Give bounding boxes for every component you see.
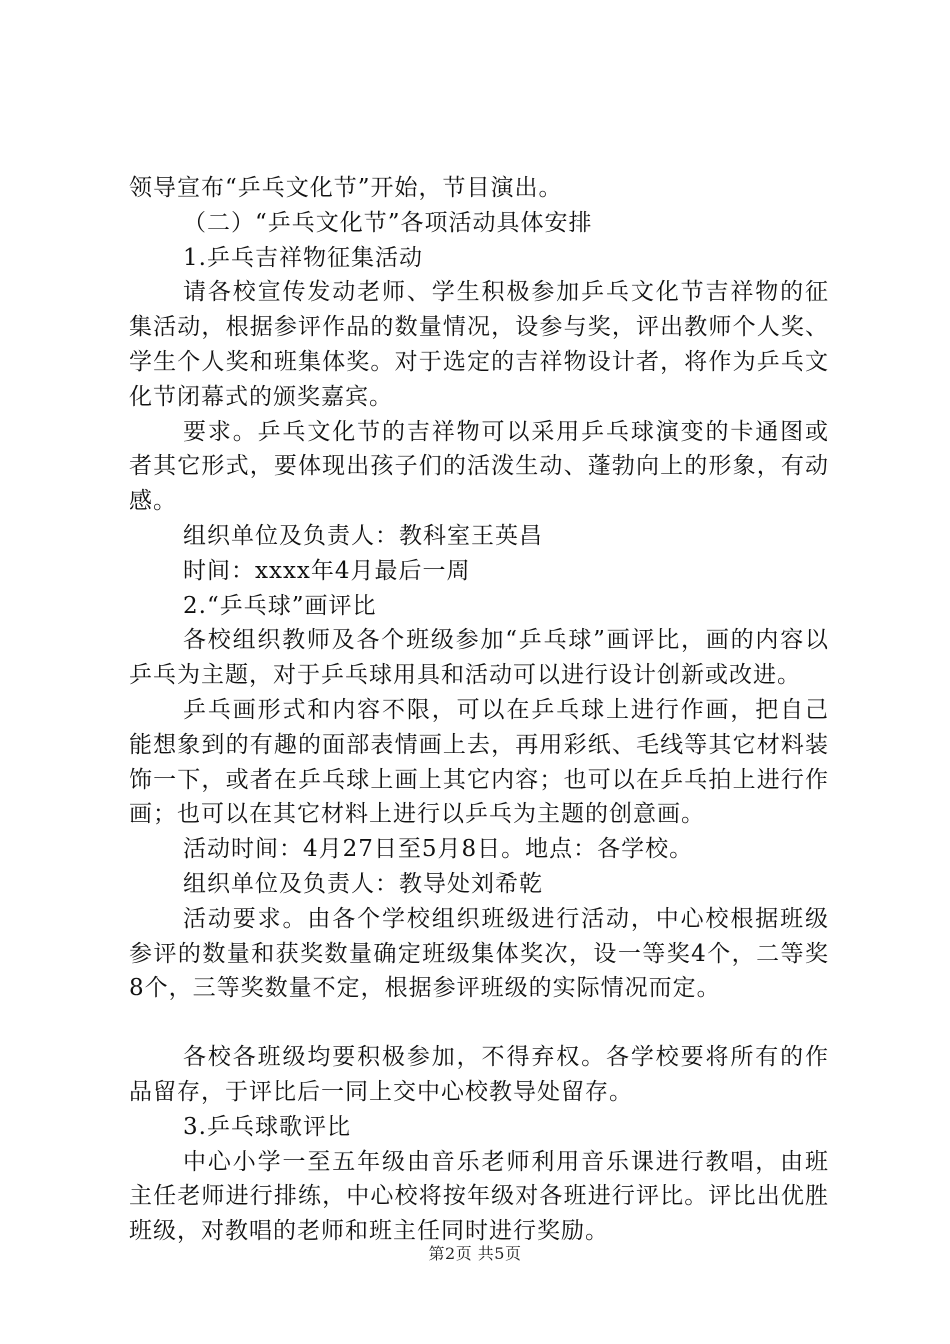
- subsection-heading: 3.乒乓球歌评比: [183, 1113, 351, 1140]
- paragraph: 乒乓画形式和内容不限，可以在乒乓球上进行作画，把自己能想象到的有趣的面部表情画上去，再用彩纸、毛线等其它材料装饰一下，或者在乒乓球上画上其它内容；也可以在乒乓拍上进行作画；也可以在其它材料上进行以乒乓为主题的创意画。: [129, 696, 829, 828]
- paragraph-continuation: 领导宣布“乒乓文化节”开始，节目演出。: [129, 175, 563, 201]
- paragraph: 活动要求。由各个学校组织班级进行活动，中心校根据班级参评的数量和获奖数量确定班级集体奖次，设一等奖4个，二等奖8个，三等奖数量不定，根据参评班级的实际情况而定。: [129, 905, 829, 1002]
- section-heading: （二）“乒乓文化节”各项活动具体安排: [183, 209, 593, 236]
- paragraph: 请各校宣传发动老师、学生积极参加乒乓文化节吉祥物的征集活动，根据参评作品的数量情况，设参与奖，评出教师个人奖、学生个人奖和班集体奖。对于选定的吉祥物设计者，将作为乒乓文化节闭幕式的颁奖嘉宾。: [129, 279, 829, 410]
- subsection-heading: 1.乒乓吉祥物征集活动: [183, 244, 423, 271]
- paragraph: 各校各班级均要积极参加，不得弃权。各学校要将所有的作品留存，于评比后一同上交中心校教导处留存。: [129, 1044, 829, 1105]
- paragraph: 组织单位及负责人：教导处刘希乾: [183, 870, 543, 897]
- subsection-heading: 2.“乒乓球”画评比: [183, 592, 377, 619]
- paragraph: 活动时间：4月27日至5月8日。地点：各学校。: [183, 836, 694, 863]
- paragraph: 时间：xxxx年4月最后一周: [183, 557, 471, 584]
- document-body: [129, 171, 829, 1249]
- paragraph: 中心小学一至五年级由音乐老师利用音乐课进行教唱，由班主任老师进行排练，中心校将按年级对各班进行评比。评比出优胜班级，对教唱的老师和班主任同时进行奖励。: [129, 1148, 829, 1245]
- paragraph: 组织单位及负责人：教科室王英昌: [183, 522, 543, 549]
- paragraph: 要求。乒乓文化节的吉祥物可以采用乒乓球演变的卡通图或者其它形式，要体现出孩子们的活泼生动、蓬勃向上的形象，有动感。: [129, 418, 829, 515]
- page-number-footer: 第2页 共5页: [428, 1244, 522, 1263]
- paragraph: 各校组织教师及各个班级参加“乒乓球”画评比，画的内容以乒乓为主题，对于乒乓球用具和活动可以进行设计创新或改进。: [129, 627, 829, 689]
